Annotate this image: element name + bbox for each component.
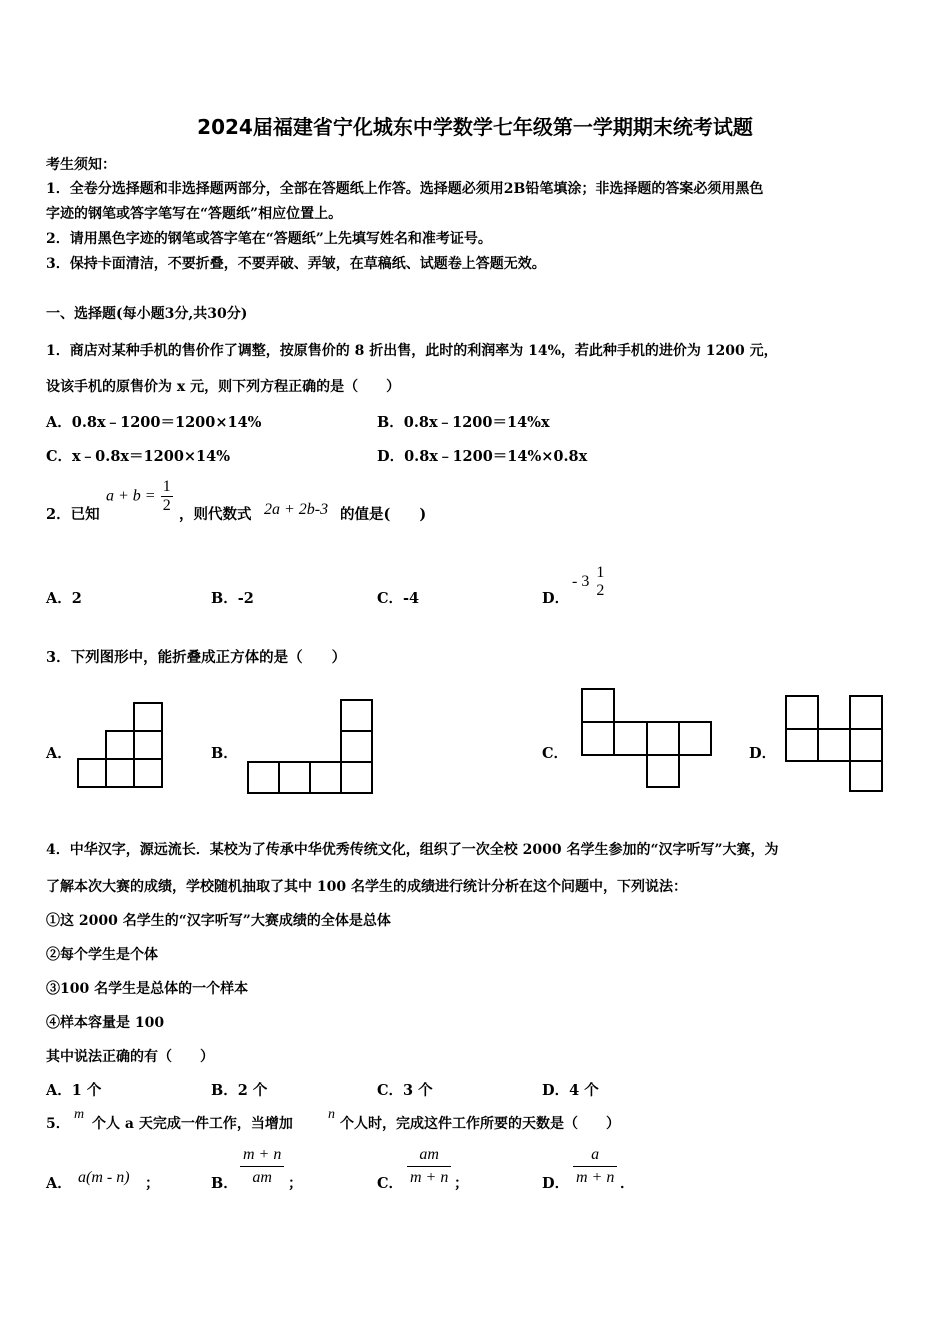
q5-mid-2: 个人时，完成这件工作所要的天数是（ ） [340, 1116, 620, 1132]
q5-option-a-expr: a(m - n) [78, 1169, 130, 1186]
q3-option-b-label: B． [211, 745, 238, 762]
q4-stem-line-2: 了解本次大赛的成绩，学校随机抽取了其中 100 名学生的成绩进行统计分析在这个问题中，下列说法： [46, 879, 687, 895]
q5-option-d-fraction [573, 1146, 617, 1187]
q5-option-a-label: A． [46, 1175, 72, 1192]
q2-option-d-numerator: 1 [596, 564, 605, 581]
q4-ask: 其中说法正确的有（ ） [46, 1049, 214, 1065]
q5-prefix: 5． [46, 1116, 70, 1132]
q2-option-d-denominator: 2 [596, 582, 605, 599]
q2-prefix: 2．已知 [46, 506, 100, 523]
q5-option-b-denominator: am [240, 1166, 284, 1187]
q3-net-a [77, 702, 167, 792]
q2-fraction-numerator: 1 [162, 478, 171, 495]
q5-option-d-label: D． [542, 1175, 570, 1192]
q3-net-b [247, 699, 377, 797]
q4-option-d: D．4 个 [542, 1082, 599, 1099]
q5-option-c-numerator: am [419, 1146, 439, 1163]
q5-option-d-frac [573, 1146, 617, 1187]
q1-option-a: A．0.8x﹣1200＝1200×14% [46, 414, 262, 431]
q5-option-b-frac [240, 1146, 284, 1187]
q2-expression: 2a + 2b-3 [264, 501, 329, 518]
q3-net-d [785, 695, 887, 795]
q5-option-a-tail: ； [145, 1175, 160, 1192]
notice-line-2: 2．请用黑色字迹的钢笔或答字笔在“答题纸”上先填写姓名和准考证号。 [46, 231, 492, 247]
q2-option-d-value [572, 564, 606, 600]
q2-suffix: 的值是( ) [340, 506, 427, 523]
q4-option-c: C．3 个 [377, 1082, 433, 1099]
q5-option-c-fraction [407, 1146, 451, 1187]
q4-statement-2: ②每个学生是个体 [46, 947, 158, 963]
section-heading: 一、选择题(每小题3分,共30分) [46, 306, 248, 322]
q5-option-b-label: B． [211, 1175, 238, 1192]
q5-var-n: n [328, 1107, 335, 1122]
q2-option-a: A．2 [46, 590, 82, 607]
notice-line-3: 3．保持卡面清洁，不要折叠，不要弄破、弄皱，在草稿纸、试题卷上答题无效。 [46, 256, 546, 272]
q3-net-c [581, 688, 716, 790]
q2-option-d-label: D． [542, 590, 570, 607]
q2-option-c: C．-4 [377, 590, 420, 607]
q5-mid-1: 个人 a 天完成一件工作，当增加 [92, 1116, 293, 1132]
q3-option-d-label: D． [749, 745, 777, 762]
q5-option-b-tail: ； [288, 1175, 303, 1192]
q2-option-d-whole: - 3 [572, 573, 590, 590]
q4-statement-1: ①这 2000 名学生的“汉字听写”大赛成绩的全体是总体 [46, 913, 391, 929]
q5-option-c-label: C． [377, 1175, 404, 1192]
q1-option-b: B．0.8x﹣1200＝14%x [377, 414, 550, 431]
q5-option-d-denominator: m + n [573, 1166, 617, 1187]
q5-option-d-tail: ． [620, 1175, 635, 1192]
notice-line-1b: 字迹的钢笔或答字笔写在“答题纸”相应位置上。 [46, 206, 343, 222]
q5-option-b-fraction [240, 1146, 284, 1187]
q2-equation-fraction [161, 478, 173, 515]
notice-line-1a: 1．全卷分选择题和非选择题两部分，全部在答题纸上作答。选择题必须用2B铅笔填涂；非选择题的答案必须用黑色 [46, 181, 764, 197]
q5-option-c-frac [407, 1146, 451, 1187]
q4-statement-3: ③100 名学生是总体的一个样本 [46, 981, 249, 997]
q2-option-d-fraction [594, 564, 606, 600]
q2-option-b: B．-2 [211, 590, 254, 607]
q1-option-c: C．x﹣0.8x＝1200×14% [46, 448, 231, 465]
notice-heading: 考生须知： [46, 157, 116, 173]
q2-equation-left: a + b = [106, 487, 156, 505]
q3-option-a-label: A． [46, 745, 72, 762]
q5-option-c-denominator: m + n [407, 1166, 451, 1187]
q2-equation [106, 478, 173, 515]
q5-option-b-numerator: m + n [243, 1146, 282, 1163]
q3-option-c-label: C． [542, 745, 569, 762]
q4-option-b: B．2 个 [211, 1082, 268, 1099]
q5-option-d-numerator: a [591, 1146, 600, 1163]
page-title: 2024届福建省宁化城东中学数学七年级第一学期期末统考试题 [197, 115, 753, 139]
q3-stem: 3．下列图形中，能折叠成正方体的是（ ） [46, 649, 347, 666]
q1-stem-line-1: 1．商店对某种手机的售价作了调整，按原售价的 8 折出售，此时的利润率为 14%，若此种手机的进价为 1200 元， [46, 343, 778, 359]
q4-option-a: A．1 个 [46, 1082, 102, 1099]
q4-statement-4: ④样本容量是 100 [46, 1015, 165, 1031]
q4-stem-line-1: 4．中华汉字，源远流长．某校为了传承中华优秀传统文化，组织了一次全校 2000 名学生参加的“汉字听写”大赛，为 [46, 842, 779, 858]
q5-var-m: m [74, 1107, 85, 1122]
q5-option-c-tail: ； [454, 1175, 469, 1192]
q2-fraction-denominator: 2 [162, 497, 171, 514]
q1-option-d: D．0.8x﹣1200＝14%×0.8x [377, 448, 588, 465]
q1-stem-line-2: 设该手机的原售价为 x 元，则下列方程正确的是（ ） [46, 379, 401, 395]
q2-mid-text: ，则代数式 [179, 506, 252, 523]
